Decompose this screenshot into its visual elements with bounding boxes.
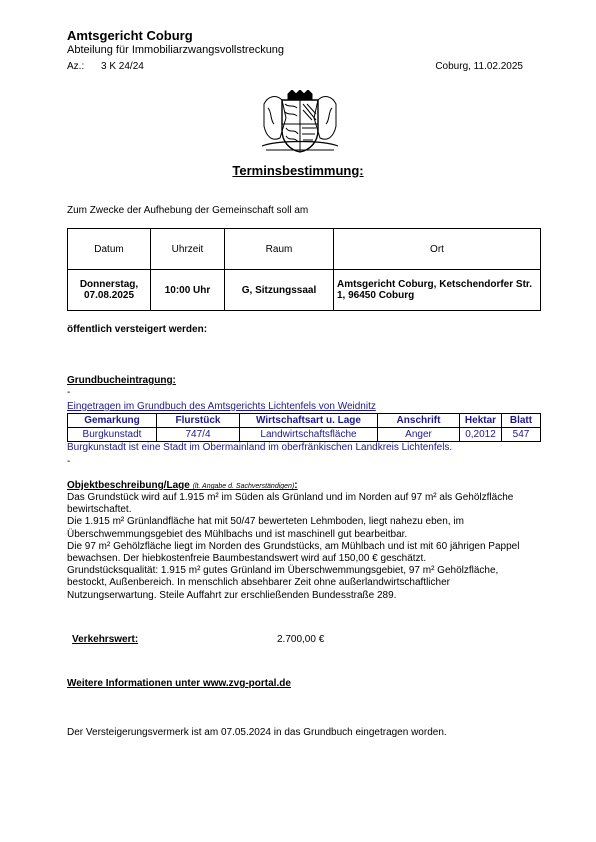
object-heading — [67, 480, 298, 491]
appointment-date — [68, 270, 151, 311]
appointment-place: Amtsgericht Coburg, Ketschendorfer Str. 1, 96450 Coburg — [334, 270, 541, 311]
gb-cell-blatt: 547 — [502, 428, 541, 442]
object-heading-colon: : — [294, 480, 298, 491]
place-date: Coburg, 11.02.2025 — [435, 61, 523, 72]
az-label: Az.: — [67, 61, 85, 72]
object-description — [67, 492, 537, 602]
appointment-time: 10:00 Uhr — [151, 270, 225, 311]
col-header-ort: Ort — [334, 229, 541, 270]
department: Abteilung für Immobiliarzwangsvollstreckung — [67, 44, 285, 56]
verkehrswert-value: 2.700,00 € — [277, 634, 325, 645]
bavarian-coat-of-arms-seal — [258, 90, 342, 156]
gb-header-anschrift: Anschrift — [378, 414, 460, 428]
grundbuch-heading: Grundbucheintragung: — [67, 375, 176, 386]
gb-header-flurstueck: Flurstück — [157, 414, 240, 428]
gb-cell-gemarkung: Burgkunstadt — [68, 428, 157, 442]
gb-header-blatt: Blatt — [502, 414, 541, 428]
object-paragraph: Die 97 m² Gehölzfläche liegt im Norden des Grundstücks, am Mühlbach und ist mit 60 jährigen Pappel bewachsen. Der hiebkostenfreie Baumbestandswert wird auf 150,00 € geschätzt. — [67, 540, 520, 565]
col-header-uhrzeit: Uhrzeit — [151, 229, 225, 270]
appointment-room: G, Sitzungssaal — [225, 270, 334, 311]
object-paragraph: Das Grundstück wird auf 1.915 m² im Süden als Grünland und im Norden auf 97 m² als Gehölzfläche bewirtschaftet. — [67, 492, 514, 516]
appointment-date-value: 07.08.2025 — [83, 290, 135, 301]
more-info-link[interactable]: Weitere Informationen unter www.zvg-portal.de — [67, 678, 291, 689]
object-heading-source: (lt. Angabe d. Sachverständigen) — [192, 483, 295, 490]
table-row — [68, 428, 541, 442]
gb-header-gemarkung: Gemarkung — [68, 414, 157, 428]
grundbuch-note: Burgkunstadt ist eine Stadt im Obermainland im oberfränkischen Landkreis Lichtenfels. — [67, 442, 453, 453]
object-heading-text: Objektbeschreibung/Lage — [67, 480, 190, 491]
verkehrswert-label: Verkehrswert: — [72, 634, 139, 645]
gb-header-wirtschaftsart: Wirtschaftsart u. Lage — [240, 414, 378, 428]
appointment-table — [67, 228, 541, 311]
gb-cell-anschrift: Anger — [378, 428, 460, 442]
gb-cell-hektar: 0,2012 — [460, 428, 502, 442]
separator-dash: - — [67, 387, 71, 398]
page-title: Terminsbestimmung: — [232, 163, 364, 178]
grundbuch-intro: Eingetragen im Grundbuch des Amtsgerichts Lichtenfels von Weidnitz — [67, 401, 376, 412]
object-paragraph: Grundstücksqualität: 1.915 m² gutes Grünland im Überschwemmungsgebiet, 97 m² Gehölzfläche, bestockt, Außenbereich. In menschlich absehbarer Zeit ohne außerlandwirtschaftlicher Nutzungserwartung. Steile Auffahrt zur erschließenden Bundesstraße 289. — [67, 565, 499, 601]
grundbuch-table — [67, 413, 541, 442]
col-header-raum: Raum — [225, 229, 334, 270]
appointment-weekday: Donnerstag, — [79, 279, 139, 290]
court-name: Amtsgericht Coburg — [67, 28, 193, 43]
object-paragraph: Die 1.915 m² Grünlandfläche hat mit 50/47 bewerteten Lehmboden, liegt nahezu eben, im Überschwemmungsgebiet des Mühlbachs und ist maschinell gut bearbeitbar. — [67, 516, 464, 540]
gb-cell-flurstueck: 747/4 — [157, 428, 240, 442]
intro-text: Zum Zwecke der Aufhebung der Gemeinschaft soll am — [67, 205, 309, 216]
offer-text: öffentlich versteigert werden: — [67, 324, 208, 335]
az-value: 3 K 24/24 — [101, 61, 144, 72]
final-note: Der Versteigerungsvermerk ist am 07.05.2024 in das Grundbuch eingetragen worden. — [67, 727, 447, 738]
col-header-datum: Datum — [68, 229, 151, 270]
separator-dash: - — [67, 456, 71, 467]
gb-cell-wirtschaftsart: Landwirtschaftsfläche — [240, 428, 378, 442]
gb-header-hektar: Hektar — [460, 414, 502, 428]
